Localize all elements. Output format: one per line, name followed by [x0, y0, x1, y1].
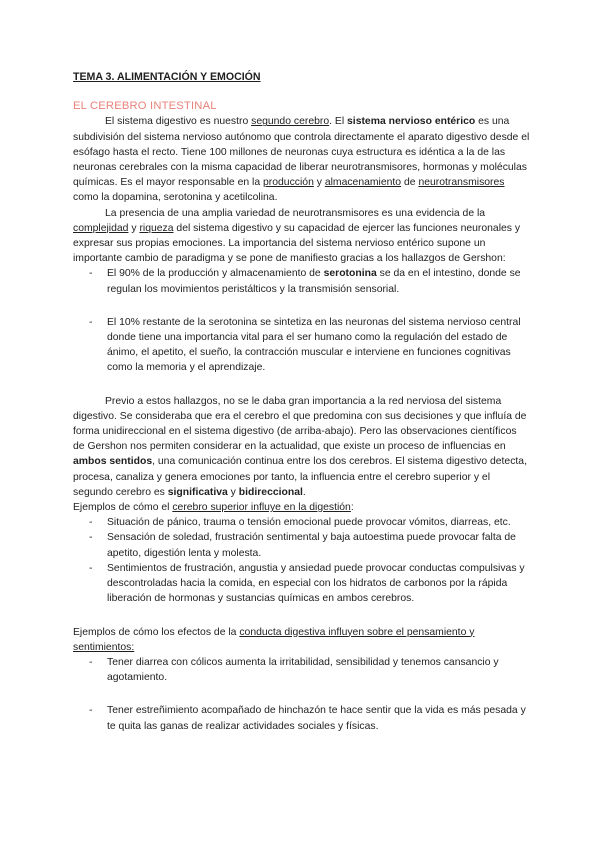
examples-heading-digestion — [73, 625, 530, 655]
bold-term: serotonina — [323, 268, 377, 280]
text-run: del sistema digestivo y su capacidad de ejercer las funciones neuronales y expresar sus propias emociones. La importancia del sistema nervioso entérico supone un importante cambio de paradigma y se pone de manifiesto gracias a los hallazgos de Gershon: — [73, 222, 521, 265]
list-item — [73, 315, 530, 376]
digestion-examples-list — [73, 655, 530, 734]
text-run: , una comunicación continua entre los dos cerebros. El sistema digestivo detecta, procesa, canaliza y genera emociones por tanto, la influencia entre el cerebro superior y el segundo cerebro es — [73, 456, 527, 498]
text-run: y — [313, 177, 325, 189]
list-item: - Tener estreñimiento acompañado de hinchazón te hace sentir que la vida es más pesada y te quita las ganas de realizar actividades sociales y físicas. — [73, 703, 530, 733]
page-title: TEMA 3. ALIMENTACIÓN Y EMOCIÓN — [73, 71, 261, 83]
text-run: y — [227, 486, 239, 498]
text-run: Ejemplos de cómo los efectos de la — [73, 626, 240, 638]
brain-examples-list — [73, 515, 530, 606]
text-run: El sistema digestivo es nuestro — [105, 116, 252, 128]
text-run: : — [350, 502, 354, 514]
underlined-term: riqueza — [139, 222, 174, 234]
list-item: - Sensación de soledad, frustración sentimental y baja autoestima puede provocar falta de apetito, digestión lenta y molesta. — [73, 530, 530, 560]
underlined-term: cerebro superior influye en la digestión — [172, 502, 351, 514]
text-run: de — [401, 177, 419, 189]
underlined-term: conducta digestiva influyen sobre el pensamiento y sentimientos: — [73, 626, 475, 653]
list-item: - Situación de pánico, trauma o tensión emocional puede provocar vómitos, diarreas, etc. — [73, 515, 530, 530]
underlined-term: producción — [263, 177, 314, 189]
text-run: . — [302, 486, 306, 498]
text-run: se da en el intestino, donde se regulan los movimientos peristálticos y la transmisión sensorial. — [107, 268, 521, 295]
section-heading: EL CEREBRO INTESTINAL — [73, 100, 217, 113]
list-item: - Sentimientos de frustración, angustia y ansiedad puede provocar conductas compulsivas y descontroladas hacia la comida, en especial con los hidratos de carbonos por la rápida liberación de hormonas y sustancias químicas en ambos cerebros. — [73, 561, 530, 607]
underlined-term: almacenamiento — [324, 177, 402, 189]
text-run: . El — [329, 116, 348, 128]
bold-term: sistema nervioso entérico — [347, 116, 476, 128]
underlined-term: segundo cerebro — [251, 116, 330, 128]
paragraph-gershon — [73, 206, 530, 267]
underlined-term: neurotransmisores — [418, 177, 505, 189]
paragraph-intro — [73, 114, 530, 205]
bold-term: bidireccional — [238, 486, 303, 498]
text-run: y — [128, 222, 140, 234]
text-run: El 90% de la producción y almacenamiento de — [107, 268, 324, 280]
text-run: El 10% restante de la serotonina se sintetiza en las neuronas del sistema nervioso central donde tiene una importancia vital para el ser humano como la regulación del estado de ánimo, el apetito, el sueño, la contracción muscular e interviene en funciones cognitivas como la memoria y el aprendizaje. — [107, 316, 521, 374]
list-item — [73, 266, 530, 296]
examples-heading-brain — [73, 500, 530, 515]
bold-term: ambos sentidos — [73, 456, 153, 468]
document-content — [73, 70, 530, 734]
paragraph-bidirectional — [73, 394, 530, 500]
list-item: - Tener diarrea con cólicos aumenta la irritabilidad, sensibilidad y tenemos cansancio y agotamiento. — [73, 655, 530, 685]
serotonin-list — [73, 266, 530, 375]
text-run: es una subdivisión del sistema nervioso autónomo que controla directamente el aparato digestivo desde el esófago hasta el recto. Tiene 100 millones de neuronas cuya estructura es idéntica a la de las neuronas cerebrales con la misma capacidad de liberar neurotransmisores, hormonas y moléculas químicas. Es el mayor responsable en la — [73, 116, 530, 189]
underlined-term: complejidad — [73, 222, 129, 234]
text-run: La presencia de una amplia variedad de neurotransmisores es una evidencia de la — [105, 207, 486, 219]
bold-term: significativa — [167, 486, 228, 498]
text-run: Previo a estos hallazgos, no se le daba gran importancia a la red nerviosa del sistema digestivo. Se consideraba que era el cerebro el que predomina con sus decisiones y que influía de forma unidireccional en el sistema digestivo (de arriba-abajo). Pero las observaciones científicos de Gershon nos permiten considerar en la actualidad, que existe un proceso de influencias en — [73, 395, 527, 453]
text-run: Ejemplos de cómo el — [73, 502, 173, 514]
text-run: como la dopamina, serotonina y acetilcolina. — [73, 192, 278, 204]
